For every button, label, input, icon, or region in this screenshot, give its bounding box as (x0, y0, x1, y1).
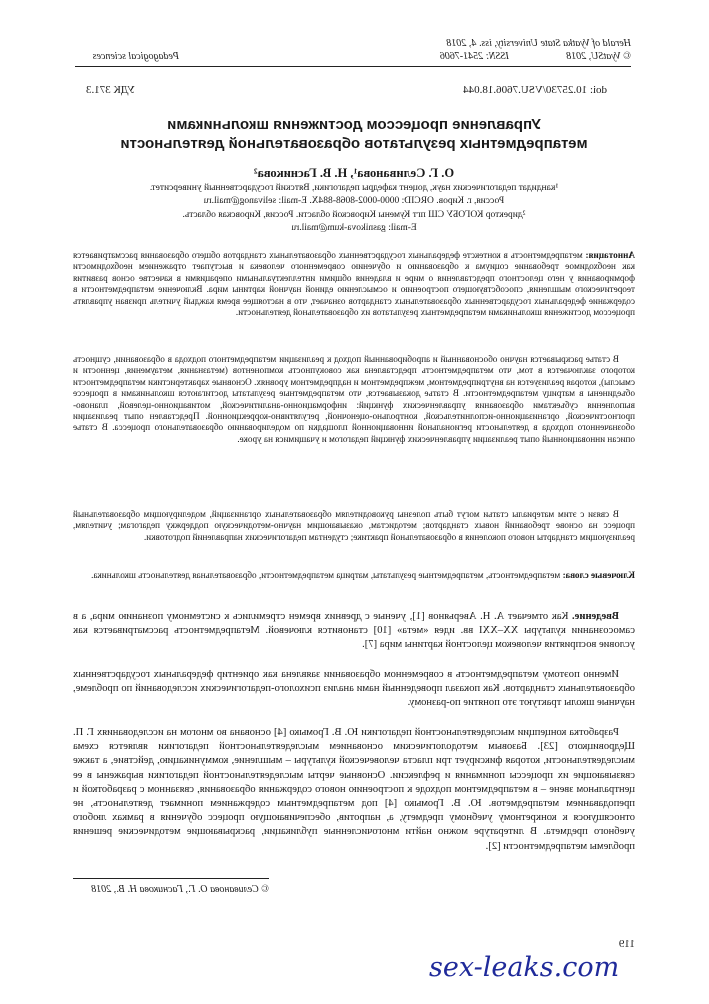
journal-issn: ISSN: 2541-7606 (439, 51, 509, 62)
journal-section: Pedagogical sciences (92, 51, 179, 62)
affiliation-1-line-1: ¹кандидат педагогических наук, доцент кафедры педагогики, Вятский государственный университет. (149, 183, 559, 193)
intro-label: Введение. (572, 611, 619, 622)
abstract-label: Аннотация: (585, 250, 635, 260)
abstract-text-1: метапредметность в контексте федеральных государственных образовательных стандартов общего образования рассматривается как необходимое требование социума к образованию и обучению современного человека и выступает отражением необходимости формирования у него целостного представления о мире и владения общими интеллектуальными операциями в качестве основ развития теоретического мышления, способствующего построению и осмыслению единой научной картины мира. Включение метапредметности в содержание федеральных государственных образовательных стандартов означает, что в настоящее время каждый учитель призван управлять процессом достижения школьниками метапредметных результатов их образовательной деятельности. (73, 250, 635, 318)
keywords-label: Ключевые слова: (562, 570, 635, 580)
journal-line-1: Herald of Vyatka State University, iss. 4, 2018 (446, 38, 631, 49)
affiliation-2-line-2: E-mail: gasnikova-kum@mail.ru (291, 223, 417, 233)
doi: doi: 10.25730/VSU.7606.18.044 (463, 84, 607, 96)
watermark: sex-leaks.com (429, 952, 620, 983)
abstract-paragraph-2: В статье раскрывается научно обоснованный и апробированный подход к реализации метапредметного подхода в образовании, сущность которого заключается в том, что метапредметность представлена как совокупность компонентов (метазнания, метаумения, ценности и смыслы), которая реализуется на внутрипредметном, межпредметном и надпредметном уровнях. Основные характеристики метапредметности объединены в матрицу метапредметности. В статье доказывается, что метапредметные результаты достигаются школьниками в процессе выполнения субъектами образования управленческих функций: информационно-аналитической, мотивационно-целевой, планово-прогностической, организационно-исполнительской, контрольно-оценочной, регулятивно-коррекционной. Представлен опыт реализации обозначенного подхода в деятельности региональной инновационной площадки по моделированию образовательного процесса. В статье описан инновационный опыт реализации управленческих функций педагогом и учащимися на уроке. (73, 354, 635, 444)
body-paragraph-3: Разработка концепции мыследеятельностной педагогики Ю. В. Громыко [4] основана во многом на исследованиях Г. П. Щедровицкого [23]. Базовым методологическим основанием мыследеятельностной педагогики является схема мыследеятельности, которая фиксирует три пласта человеческой культуры – мышление, коммуникацию, действие, а также связывающие их процессы понимания и рефлексии. Основные черты мыследеятельностной педагогики выражены в ее центральном звене – в метапредметном подходе к построению нового содержания образования, связанном с разработкой и преподаванием метапредметов. Ю. В. Громыко [4] под метапредметным содержанием понимает деятельность, не относящуюся к конкретному учебному предмету, а, напротив, обеспечивающую процесс обучения в рамках любого учебного предмета. В литературе можно найти многочисленные публикации, раскрывающие методические решения проблемы метапредметности [2]. (73, 727, 635, 852)
body-paragraph-2: Именно поэтому метапредметность в современном образовании заявлена как ориентир федеральных государственных образовательных стандартов. Как показал проведенный нами анализ психолого-педагогических исследований по проблеме, научные школы трактуют это понятие по-разному. (73, 669, 635, 709)
keywords-text: метапредметность, метапредметные результаты, матрица метапредметности, образовательная деятельность школьника. (91, 570, 561, 580)
footnote: © Селиванова О. Г., Гасникова Н. В., 2018 (91, 884, 269, 895)
page-number: 119 (618, 938, 635, 950)
affiliation-1-line-2: Россия, г. Киров. ORCID: 0000-0002-8068-884X. E-mail: selivanog@mail.ru (203, 196, 505, 206)
abstract-paragraph-1 (73, 250, 635, 318)
paper-title-line-2: метапредметных результатов образовательной деятельности (120, 135, 588, 152)
affiliation-2-line-1: ²директор КОГОБУ СШ пгт Кумены Кировской области. Россия, Кировская область. (182, 210, 526, 220)
journal-copyright: © VyatSU, 2018 (566, 51, 631, 62)
body-text-1: Как отмечает А. Н. Аверьянов [1], ученые с древних времен стремились к системному познанию мира, а в самосознании культуры XX–XXI вв. идея «мета» [10] становится ключевой. Метапредметность рассматривается как условие восприятия человеком целостной картины мира [7]. (72, 611, 635, 651)
body-paragraph-1 (73, 610, 635, 653)
abstract-paragraph-3: В связи с этим материалы статьи могут быть полезны руководителям образовательных организаций, моделирующим образовательный процесс на основе требований новых стандартов; методистам, оказывающим научно-методическую поддержку педагогам; учителям, реализующим стандарты нового поколения в образовательной практике; студентам педагогических направлений подготовки. (73, 509, 635, 542)
footnote-rule (73, 878, 269, 879)
authors: О. Г. Селиванова¹, Н. В. Гасникова² (253, 166, 455, 180)
header-rule (75, 66, 631, 67)
udk: УДК 371.3 (85, 84, 135, 96)
paper-title-line-1: Управление процессом достижения школьниками (167, 116, 541, 133)
keywords (73, 570, 635, 581)
